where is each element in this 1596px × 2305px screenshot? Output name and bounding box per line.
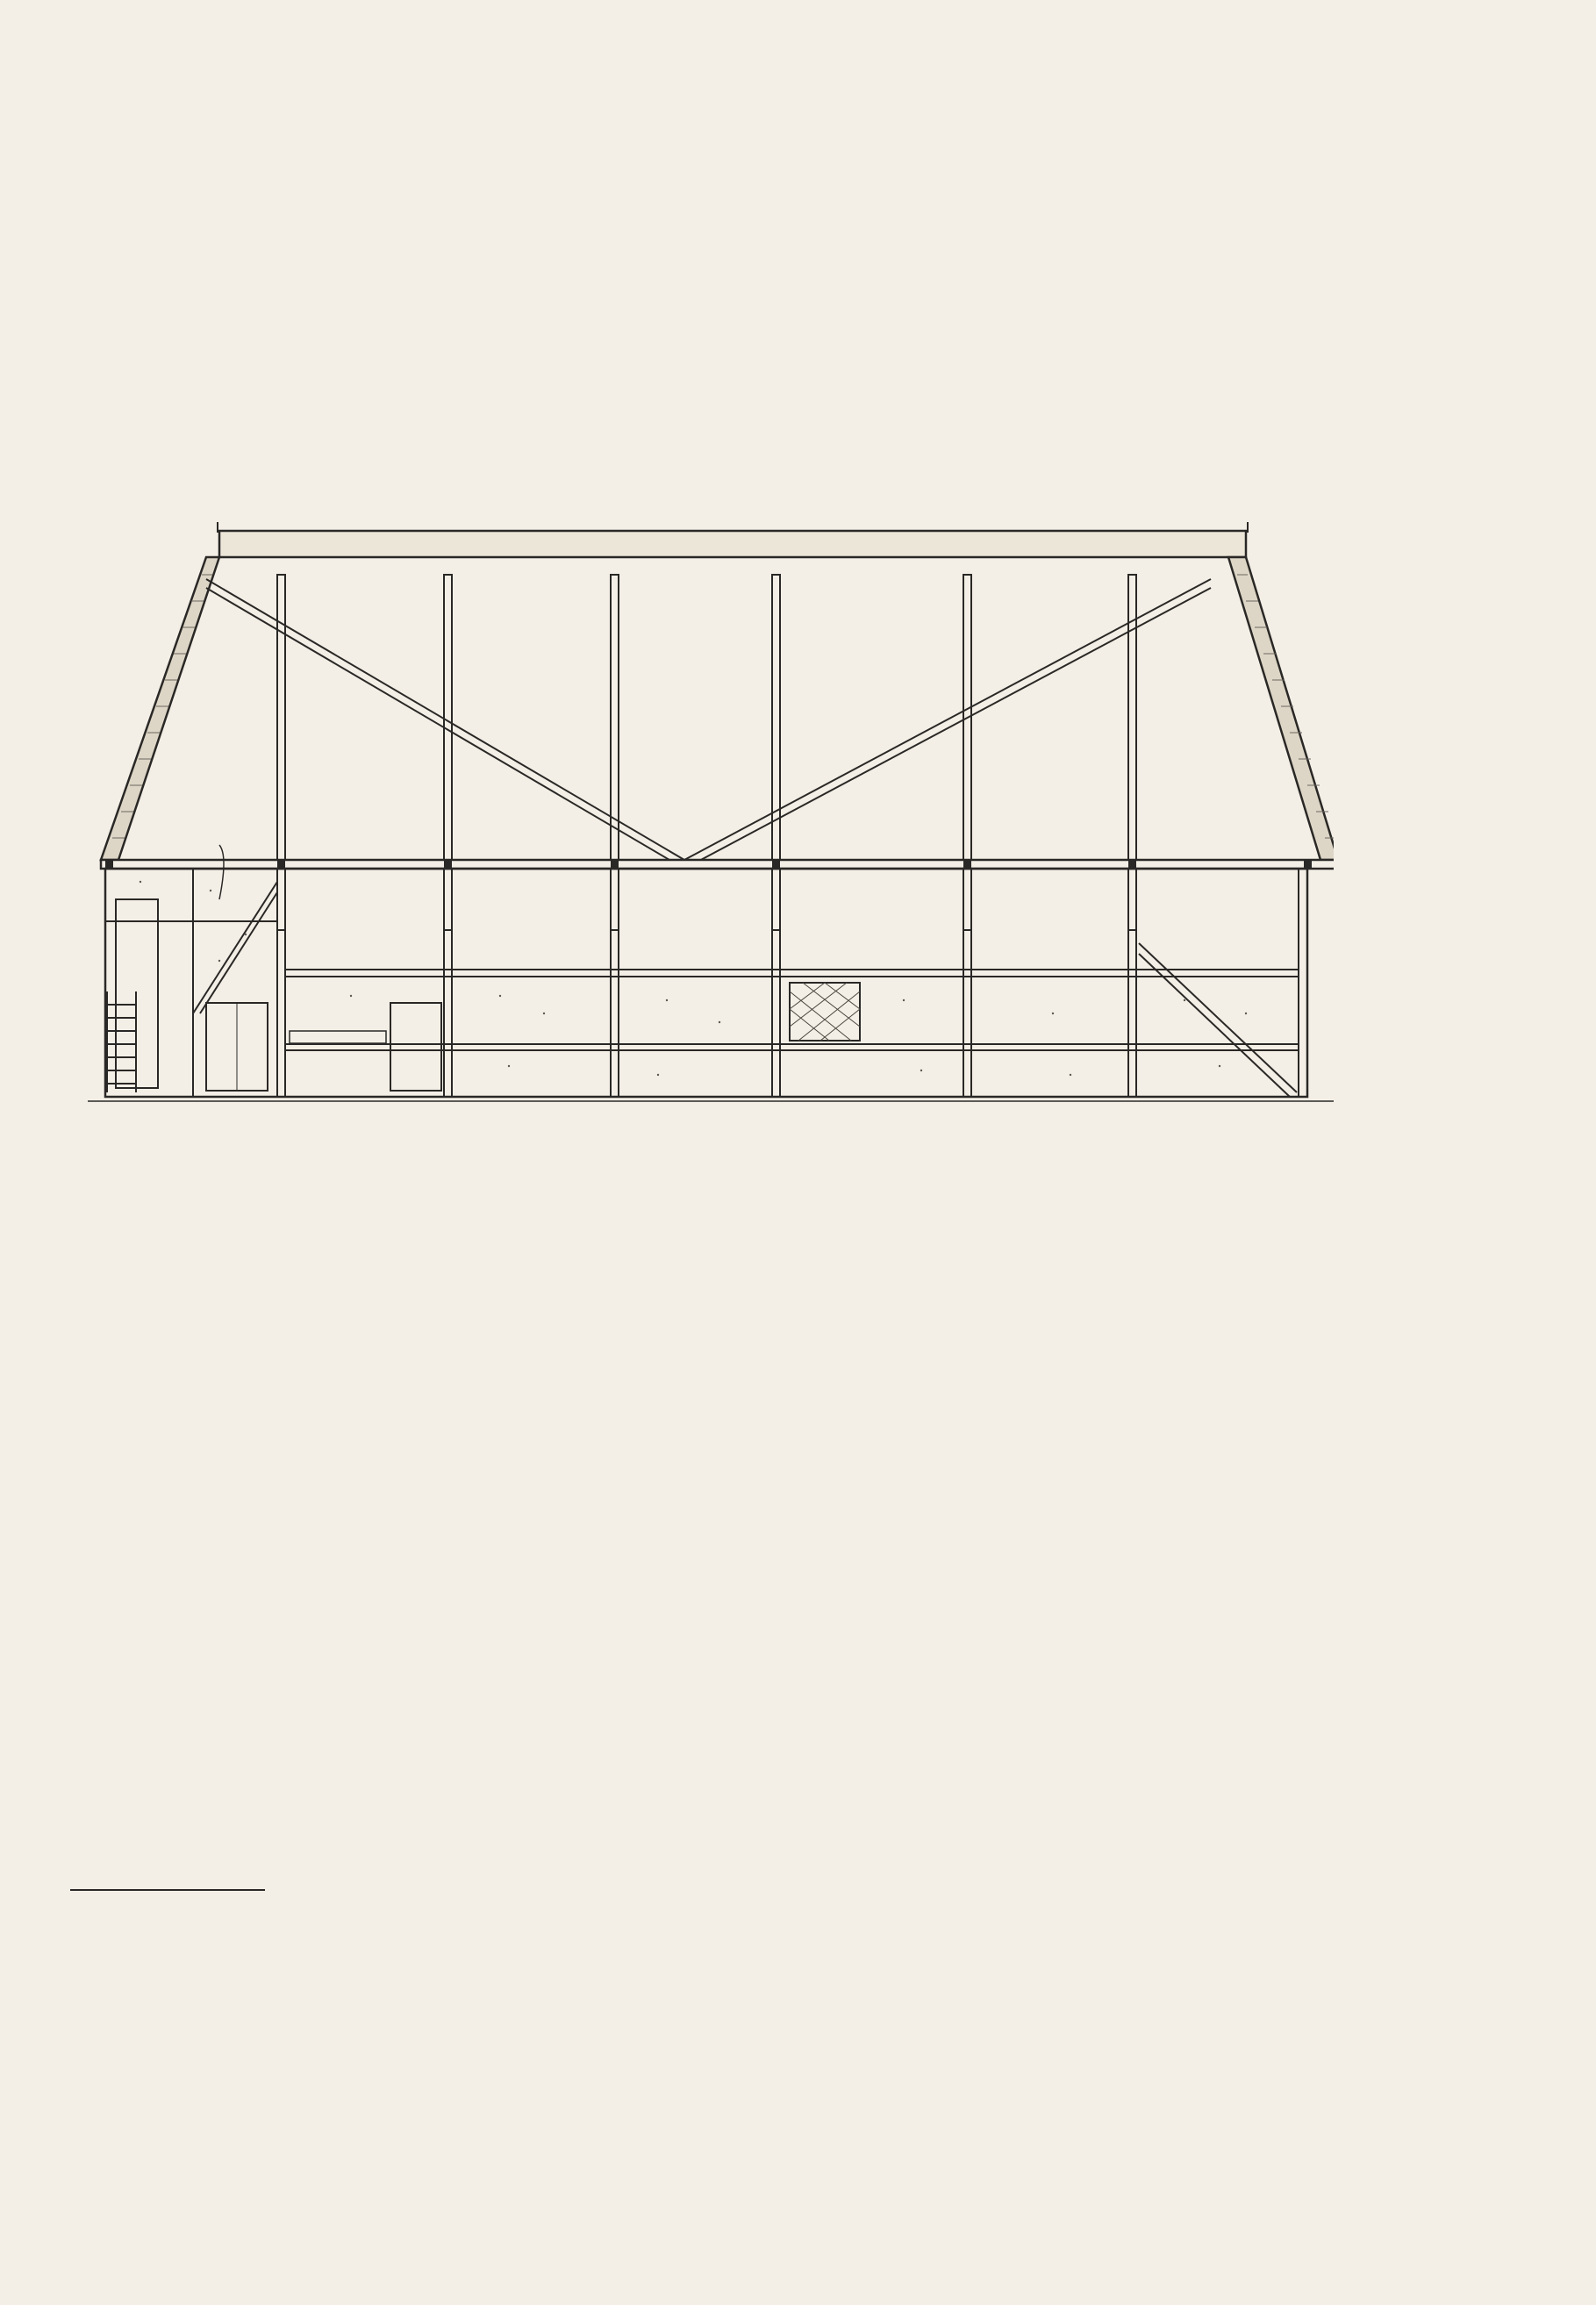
page-header [0,95,1596,139]
barn-longitudinal-section-drawing [88,522,1334,1110]
figure-barn-section [88,522,1334,1110]
footnote-rule [70,1889,265,1891]
